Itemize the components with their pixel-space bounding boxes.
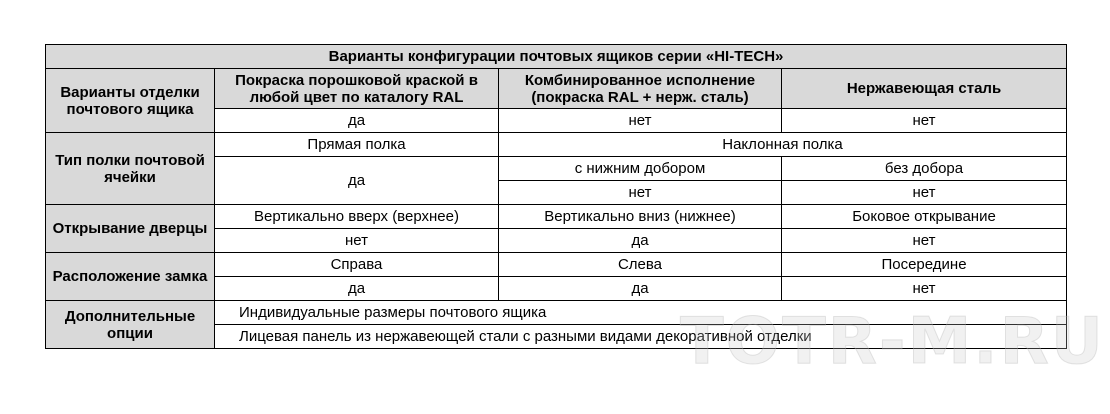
extra-option-panel: Лицевая панель из нержавеющей стали с разными видами декоративной отделки — [215, 325, 1067, 349]
row-label-door: Открывание дверцы — [46, 205, 215, 253]
finish-value-powder: да — [215, 109, 499, 133]
shelf-inclined: Наклонная полка — [499, 133, 1067, 157]
finish-option-stainless: Нержавеющая сталь — [782, 69, 1067, 109]
finish-option-powder: Покраска порошковой краской в любой цвет по каталогу RAL — [215, 69, 499, 109]
shelf-with-lower: с нижним добором — [499, 157, 782, 181]
config-table — [45, 44, 1067, 349]
shelf-straight: Прямая полка — [215, 133, 499, 157]
lock-option-left: Слева — [499, 253, 782, 277]
lock-value-right: да — [215, 277, 499, 301]
lock-option-right: Справа — [215, 253, 499, 277]
finish-value-stainless: нет — [782, 109, 1067, 133]
lock-option-middle: Посередине — [782, 253, 1067, 277]
table-title: Варианты конфигурации почтовых ящиков серии «HI-TECH» — [46, 45, 1067, 69]
shelf-without-lower: без добора — [782, 157, 1067, 181]
lock-value-left: да — [499, 277, 782, 301]
shelf-without-lower-value: нет — [782, 181, 1067, 205]
door-option-up: Вертикально вверх (верхнее) — [215, 205, 499, 229]
row-label-extra: Дополнительные опции — [46, 301, 215, 349]
watermark-logo: TOTR-M.RU — [680, 305, 1105, 379]
row-label-finish: Варианты отделки почтового ящика — [46, 69, 215, 133]
row-label-shelf: Тип полки почтовой ячейки — [46, 133, 215, 205]
door-value-side: нет — [782, 229, 1067, 253]
extra-option-sizes: Индивидуальные размеры почтового ящика — [215, 301, 1067, 325]
door-value-down: да — [499, 229, 782, 253]
finish-value-combined: нет — [499, 109, 782, 133]
door-option-side: Боковое открывание — [782, 205, 1067, 229]
finish-option-combined: Комбинированное исполнение (покраска RAL + нерж. сталь) — [499, 69, 782, 109]
row-label-lock: Расположение замка — [46, 253, 215, 301]
door-option-down: Вертикально вниз (нижнее) — [499, 205, 782, 229]
lock-value-middle: нет — [782, 277, 1067, 301]
shelf-straight-value: да — [215, 157, 499, 205]
door-value-up: нет — [215, 229, 499, 253]
shelf-with-lower-value: нет — [499, 181, 782, 205]
